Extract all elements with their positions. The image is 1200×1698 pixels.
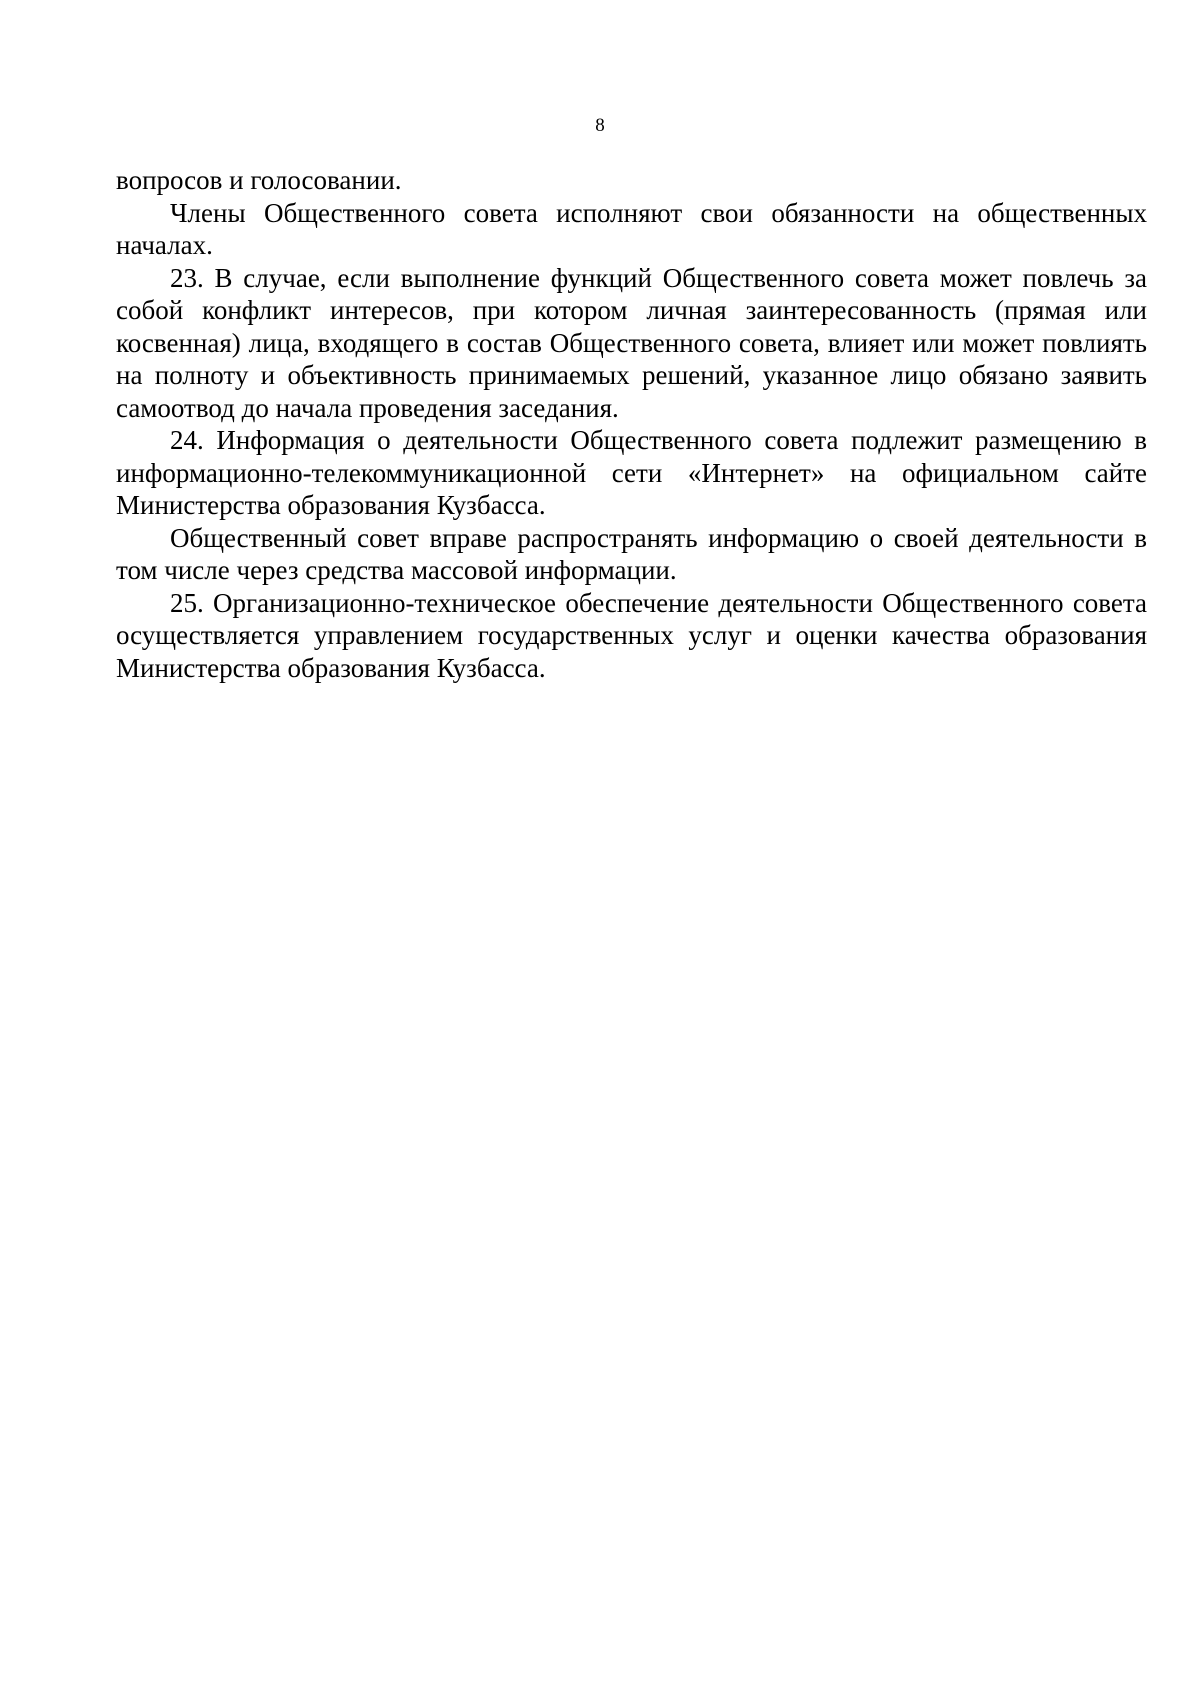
paragraph-members-duties: Члены Общественного совета исполняют свои обязанности на общественных началах. bbox=[116, 197, 1147, 260]
paragraph-24-information-publication: 24. Информация о деятельности Общественного совета подлежит размещению в информационно-телекоммуникационной сети «Интернет» на официальном сайте Министерства образования Кузбасса. bbox=[116, 425, 1147, 520]
paragraph-media-dissemination: Общественный совет вправе распространять информацию о своей деятельности в том числе через средства массовой информации. bbox=[116, 522, 1147, 585]
document-body bbox=[116, 164, 1147, 684]
paragraph-25-technical-support: 25. Организационно-техническое обеспечение деятельности Общественного совета осуществляется управлением государственных услуг и оценки качества образования Министерства образования Кузбасса. bbox=[116, 587, 1147, 683]
paragraph-continuation: вопросов и голосовании. bbox=[116, 165, 402, 195]
page-number: 8 bbox=[595, 115, 605, 136]
paragraph-23-conflict-of-interest: 23. В случае, если выполнение функций Общественного совета может повлечь за собой конфликт интересов, при котором личная заинтересованность (прямая или косвенная) лица, входящего в состав Общественного совета, влияет или может повлиять на полноту и объективность принимаемых решений, указанное лицо обязано заявить самоотвод до начала проведения заседания. bbox=[116, 262, 1147, 423]
